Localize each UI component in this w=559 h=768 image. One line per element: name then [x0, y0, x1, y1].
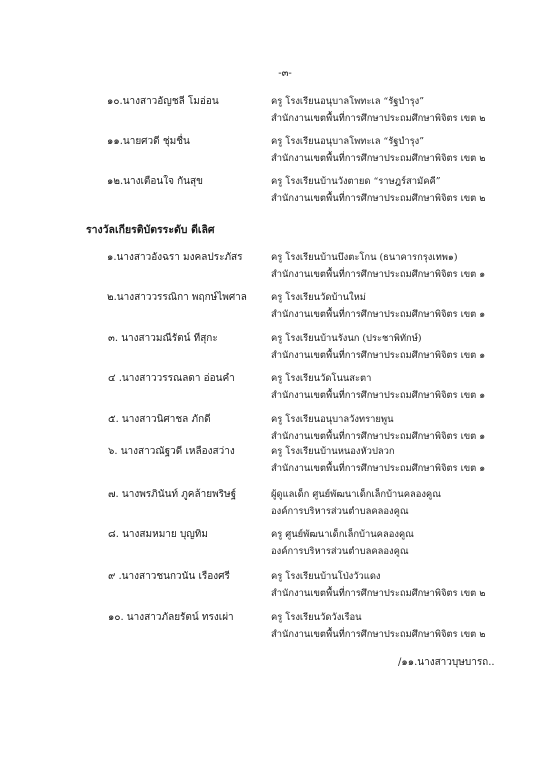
person-name: ๕. นางสาวนิศาชล ภักดี — [108, 414, 211, 425]
person-name: ๖. นางสาวณัฐวดี เหลืองสว่าง — [108, 446, 235, 457]
person-name: ๑๐.นางสาวอัญชลี โมอ่อน — [107, 96, 219, 107]
office-line: องค์การบริหารส่วนตำบลคลองคูณ — [271, 546, 409, 557]
office-line: สำนักงานเขตพื้นที่การศึกษาประถมศึกษาพิจิตร เขต ๒ — [271, 193, 486, 204]
person-name: ๒.นางสาววรรณิกา พฤกษ์ไพศาล — [107, 292, 247, 303]
school-line: ครู โรงเรียนวัดโนนสะตา — [271, 373, 372, 384]
school-line: ครู โรงเรียนบ้านรังนก (ประชาพิทักษ์) — [271, 333, 422, 344]
page-number: -๓- — [278, 68, 292, 79]
office-line: สำนักงานเขตพื้นที่การศึกษาประถมศึกษาพิจิตร เขต ๑ — [271, 269, 486, 280]
person-name: ๑๒.นางเตือนใจ กันสุข — [107, 176, 203, 187]
school-line: ครู ศูนย์พัฒนาเด็กเล็กบ้านคลองคูณ — [271, 529, 414, 540]
person-name: ๗. นางพรภินันท์ ภูคล้ายพริษฐ์ — [108, 489, 237, 500]
list-item — [0, 569, 559, 603]
section-heading: รางวัลเกียรติบัตรระดับ ดีเลิศ — [86, 224, 215, 236]
office-line: สำนักงานเขตพื้นที่การศึกษาประถมศึกษาพิจิตร เขต ๒ — [271, 629, 486, 640]
list-item — [0, 250, 559, 284]
list-item — [0, 174, 559, 208]
school-line: ครู โรงเรียนบ้านหนองหัวปลวก — [271, 446, 395, 457]
list-item — [0, 331, 559, 365]
person-name: ๑๐. นางสาวภัลยรัตน์ ทรงเผ่า — [108, 612, 234, 623]
person-name: ๑.นางสาวอังฉรา มงคลประภัสร — [107, 252, 243, 263]
list-item — [0, 371, 559, 405]
list-item — [0, 487, 559, 521]
person-name: ๑๑.นายศวดี ชุ่มชื่น — [107, 136, 190, 147]
list-item — [0, 444, 559, 478]
office-line: สำนักงานเขตพื้นที่การศึกษาประถมศึกษาพิจิตร เขต ๑ — [271, 309, 486, 320]
list-item — [0, 94, 559, 128]
list-item — [0, 412, 559, 446]
school-line: ครู โรงเรียนอนุบาลโพทะเล “รัฐบำรุง” — [271, 136, 425, 147]
school-line: ครู โรงเรียนวัดบ้านใหม่ — [271, 292, 366, 303]
school-line: ครู โรงเรียนอนุบาลวังทรายพูน — [271, 414, 394, 425]
person-name: ๓. นางสาวมณีรัตน์ ทีสุกะ — [108, 333, 218, 344]
office-line: สำนักงานเขตพื้นที่การศึกษาประถมศึกษาพิจิตร เขต ๑ — [271, 350, 486, 361]
list-item — [0, 134, 559, 168]
office-line: สำนักงานเขตพื้นที่การศึกษาประถมศึกษาพิจิตร เขต ๒ — [271, 153, 486, 164]
office-line: องค์การบริหารส่วนตำบลคลองคูณ — [271, 506, 409, 517]
person-name: ๘. นางสมหมาย บุญทิม — [108, 529, 208, 540]
office-line: สำนักงานเขตพื้นที่การศึกษาประถมศึกษาพิจิตร เขต ๑ — [271, 390, 486, 401]
office-line: สำนักงานเขตพื้นที่การศึกษาประถมศึกษาพิจิตร เขต ๒ — [271, 588, 486, 599]
office-line: สำนักงานเขตพื้นที่การศึกษาประถมศึกษาพิจิตร เขต ๑ — [271, 463, 486, 474]
person-name: ๙ .นางสาวชนกวนัน เรืองศรี — [108, 571, 230, 582]
school-line: ครู โรงเรียนอนุบาลโพทะเล “รัฐบำรุง” — [271, 96, 425, 107]
office-line: สำนักงานเขตพื้นที่การศึกษาประถมศึกษาพิจิตร เขต ๒ — [271, 113, 486, 124]
office-line: สำนักงานเขตพื้นที่การศึกษาประถมศึกษาพิจิตร เขต ๑ — [271, 431, 486, 442]
school-line: ผู้ดูแลเด็ก ศูนย์พัฒนาเด็กเล็กบ้านคลองคูณ — [271, 489, 441, 500]
list-item — [0, 290, 559, 324]
school-line: ครู โรงเรียนวัดวังเรือน — [271, 612, 362, 623]
list-item — [0, 610, 559, 644]
school-line: ครู โรงเรียนบ้านวังตายด “ราษฎร์สามัคคี” — [271, 176, 441, 187]
list-item — [0, 527, 559, 561]
person-name: ๔ .นางสาววรรณลดา อ่อนคำ — [108, 373, 235, 384]
continuation-note: /๑๑.นางสาวบุษบารถ.. — [398, 657, 495, 668]
school-line: ครู โรงเรียนบ้านบึงตะโกน (ธนาคารกรุงเทพ๑) — [271, 252, 458, 263]
school-line: ครู โรงเรียนบ้านโป่งวัวแดง — [271, 571, 381, 582]
